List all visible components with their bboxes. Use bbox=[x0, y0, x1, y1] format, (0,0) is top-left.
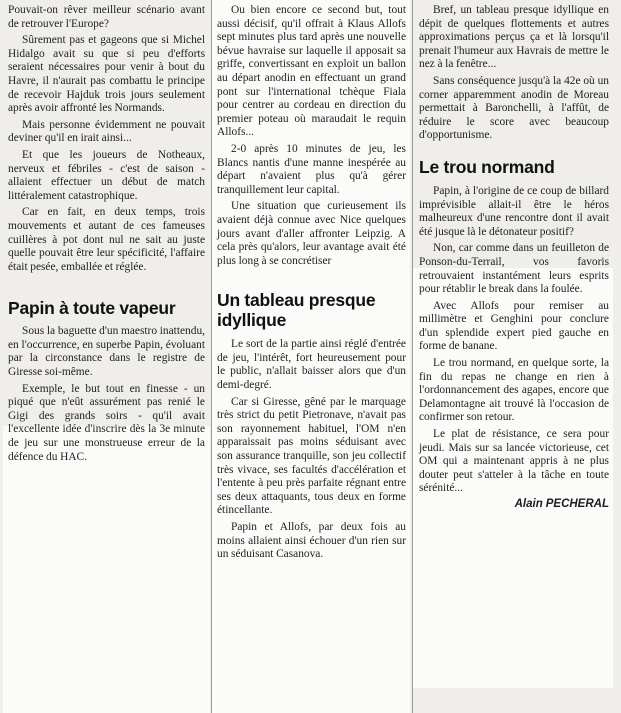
column-divider bbox=[211, 0, 212, 713]
paragraph: Et que les joueurs de Notheaux, nerveux et fébriles - c'est de saison - allaient effectuer un début de match littéralement catastrophique. bbox=[8, 148, 205, 202]
paragraph: Car si Giresse, gêné par le marquage très strict du petit Pietronave, n'avait pas son rayonnement habituel, l'OM n'en apparaissait pas moins séduisant avec son assurance tranquille, son jeu collectif très vivace, ses facultés d'accélération et l'entente à peu près parfaite régnant entre ses deux attaquants, tous deux en forme étincellante. bbox=[217, 395, 406, 517]
section-heading: Papin à toute vapeur bbox=[8, 298, 176, 319]
column-1 bbox=[8, 4, 205, 464]
paragraph: Le trou normand, en quelque sorte, la fin du repas ne change en rien à l'ordonnancement des agapes, encore que Delamontagne ait trouvé là l'occasion de confirmer son retour. bbox=[419, 357, 609, 424]
paragraph: Avec Allofs pour remiser au millimètre et Genghini pour conclure d'un splendide expert pied gauche en forme de banane. bbox=[419, 299, 609, 353]
paragraph: Une situation que curieusement ils avaient déjà connue avec Nice quelques jours avant d'aller affronter Leipzig. A cela près qu'alors, leur avantage avait été plus long à se concrétiser bbox=[217, 200, 406, 267]
paragraph: Exemple, le but tout en finesse - un piqué que n'eût assurément pas renié le Gigi des grands soirs - qu'il avait l'excellente idée d'inscrire dès la 3e minute de jeu sur une monstrueuse erreur de la défence du HAC. bbox=[8, 382, 205, 463]
paragraph: Bref, un tableau presque idyllique en dépit de quelques flottements et autres approximations perçus ça et là lorsqu'il prenait l'humeur aux Havrais de mettre le nez à la fenêtre... bbox=[419, 4, 609, 71]
author-signature: Alain PECHERAL bbox=[514, 498, 609, 510]
column-divider bbox=[412, 0, 413, 713]
paragraph: 2-0 après 10 minutes de jeu, les Blancs nantis d'une manne inespérée au départ n'avaient plus qu'à gérer tranquillement leur capital. bbox=[217, 142, 406, 196]
paragraph: Papin et Allofs, par deux fois au moins allaient ainsi échouer d'un rien sur un séduisant Casanova. bbox=[217, 521, 406, 561]
paragraph: Non, car comme dans un feuilleton de Ponson-du-Terrail, vos favoris retrouvaient instantément leurs esprits pour rétablir le break dans la foulée. bbox=[419, 242, 609, 296]
paragraph: Pouvait-on rêver meilleur scénario avant de retrouver l'Europe? bbox=[8, 4, 205, 30]
section-heading: Le trou normand bbox=[419, 156, 555, 177]
paragraph: Le sort de la partie ainsi réglé d'entrée de jeu, l'intérêt, fort heureusement pour le public, n'allait baisser alors que d'un demi-degré. bbox=[217, 338, 406, 392]
paragraph: Ou bien encore ce second but, tout aussi décisif, qu'il offrait à Klaus Allofs sept minutes plus tard après une nouvelle bévue havraise sur laquelle il apposait sa griffe, convertissant en exploit un ballon au départ anodin en effectuant un grand pont sur l'international tchèque Fiala pour centrer au cordeau en direction du premier poteau où maraudait le requin Allofs... bbox=[217, 4, 406, 139]
clipping-panel-col1-bottom bbox=[3, 426, 210, 713]
paragraph: Papin, à l'origine de ce coup de billard imprévisible allait-il être le héros malheureux d'une rencontre dont il avait été jusque là le détonateur positif? bbox=[419, 184, 609, 238]
paragraph: Car en fait, en deux temps, trois mouvements et autant de ces fameuses cuillères à pot dont nul ne sait au juste quelle pouvait être leur spécificité, l'affaire était pesée, emballée et réglée. bbox=[8, 206, 205, 273]
paragraph: Sous la baguette d'un maestro inattendu, en l'occurrence, en superbe Papin, évoluant par la circonstance dans le registre de Giresse soi-même. bbox=[8, 325, 205, 379]
column-3 bbox=[419, 4, 609, 512]
paragraph: Mais personne évidemment ne pouvait deviner qu'il en irait ainsi... bbox=[8, 118, 205, 145]
section-heading: Un tableau presque idyllique bbox=[217, 290, 376, 331]
paragraph: Le plat de résistance, ce sera pour jeudi. Mais sur sa lancée victorieuse, cet OM qui a maintenant appris à ne plus douter peut s'atteler à la tâche en toute sérénité... bbox=[419, 428, 609, 495]
paragraph: Sûrement pas et gageons que si Michel Hidalgo avait su que si peu d'efforts seraient nécessaires pour venir à bout du Havre, il n'aurait pas combattu le principe de recevoir Hajduk trois jours seulement après avoir affronté les Normands. bbox=[8, 34, 205, 115]
paragraph: Sans conséquence jusqu'à la 42e où un corner apparemment anodin de Moreau permettait à Baronchelli, à l'affût, de réduire le score avec beaucoup d'opportunisme. bbox=[419, 74, 609, 142]
column-2 bbox=[217, 4, 406, 562]
